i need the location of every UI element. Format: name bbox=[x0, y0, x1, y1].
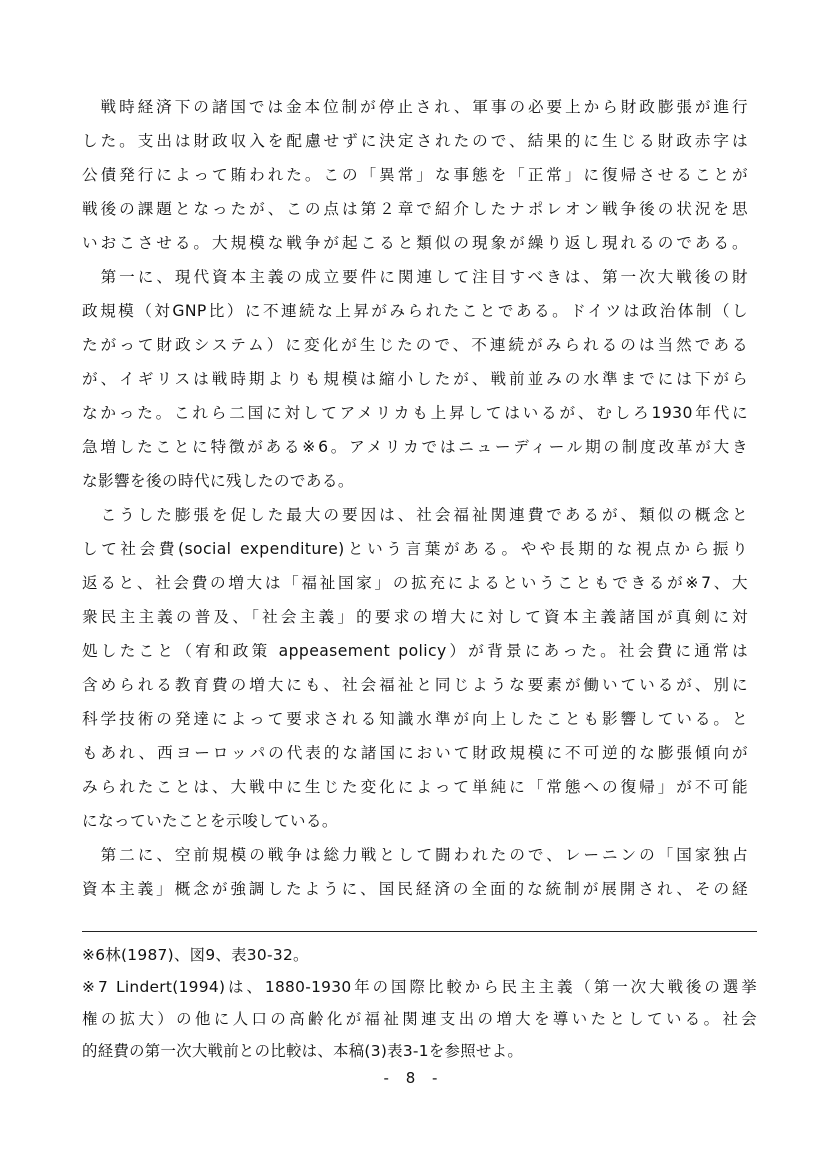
body-line: して社会費(social expenditure)という言葉がある。やや長期的な視点から振り bbox=[82, 540, 748, 558]
body-line: 第一に、現代資本主義の成立要件に関連して注目すべきは、第一次大戦後の財 bbox=[82, 268, 748, 286]
footnote-line: 的経費の第一次大戦前との比較は、本稿(3)表3-1を参照せよ。 bbox=[82, 1042, 524, 1060]
body-line: 含められる教育費の増大にも、社会福祉と同じような要素が働いているが、別に bbox=[82, 676, 748, 694]
footnote-separator bbox=[82, 931, 757, 932]
page-number: - 8 - bbox=[383, 1069, 444, 1087]
body-line: 戦時経済下の諸国では金本位制が停止され、軍事の必要上から財政膨張が進行 bbox=[82, 98, 748, 116]
body-line: こうした膨張を促した最大の要因は、社会福祉関連費であるが、類似の概念と bbox=[82, 506, 748, 524]
body-line: 第二に、空前規模の戦争は総力戦として闘われたので、レーニンの「国家独占 bbox=[82, 846, 748, 864]
body-line: 科学技術の発達によって要求される知識水準が向上したことも影響している。と bbox=[82, 710, 748, 728]
footnote-line: 権の拡大）の他に人口の高齢化が福祉関連支出の増大を導いたとしている。社会 bbox=[82, 1010, 757, 1028]
body-line: な影響を後の時代に残したのである。 bbox=[82, 472, 354, 490]
body-line: 処したこと（宥和政策 appeasement policy）が背景にあった。社会費に通常は bbox=[82, 642, 748, 660]
body-line: 政規模（対GNP比）に不連続な上昇がみられたことである。ドイツは政治体制（し bbox=[82, 302, 748, 320]
body-line: になっていたことを示唆している。 bbox=[82, 812, 338, 830]
body-line: 返ると、社会費の増大は「福祉国家」の拡充によるということもできるが※7、大 bbox=[82, 574, 748, 592]
footnote-line: ※6林(1987)、図9、表30-32。 bbox=[82, 946, 309, 964]
body-line: 急増したことに特徴がある※6。アメリカではニューディール期の制度改革が大き bbox=[82, 438, 748, 456]
body-line: たがって財政システム）に変化が生じたので、不連続がみられるのは当然である bbox=[82, 336, 748, 354]
body-line: 公債発行によって賄われた。この「異常」な事態を「正常」に復帰させることが bbox=[82, 166, 748, 184]
body-line: した。支出は財政収入を配慮せずに決定されたので、結果的に生じる財政赤字は bbox=[82, 132, 748, 150]
footnote-line: ※7 Lindert(1994)は、1880-1930年の国際比較から民主主義（第一次大戦後の選挙 bbox=[82, 978, 757, 996]
body-line: もあれ、西ヨーロッパの代表的な諸国において財政規模に不可逆的な膨張傾向が bbox=[82, 744, 748, 762]
body-line: が、イギリスは戦時期よりも規模は縮小したが、戦前並みの水準までには下がら bbox=[82, 370, 748, 388]
body-line: みられたことは、大戦中に生じた変化によって単純に「常態への復帰」が不可能 bbox=[82, 778, 748, 796]
body-line: いおこさせる。大規模な戦争が起こると類似の現象が繰り返し現れるのである。 bbox=[82, 234, 748, 252]
body-line: 資本主義」概念が強調したように、国民経済の全面的な統制が展開され、その経 bbox=[82, 880, 748, 898]
body-line: なかった。これら二国に対してアメリカも上昇してはいるが、むしろ1930年代に bbox=[82, 404, 748, 422]
body-line: 戦後の課題となったが、この点は第２章で紹介したナポレオン戦争後の状況を思 bbox=[82, 200, 748, 218]
body-line: 衆民主主義の普及、「社会主義」的要求の増大に対して資本主義諸国が真剣に対 bbox=[82, 608, 748, 626]
